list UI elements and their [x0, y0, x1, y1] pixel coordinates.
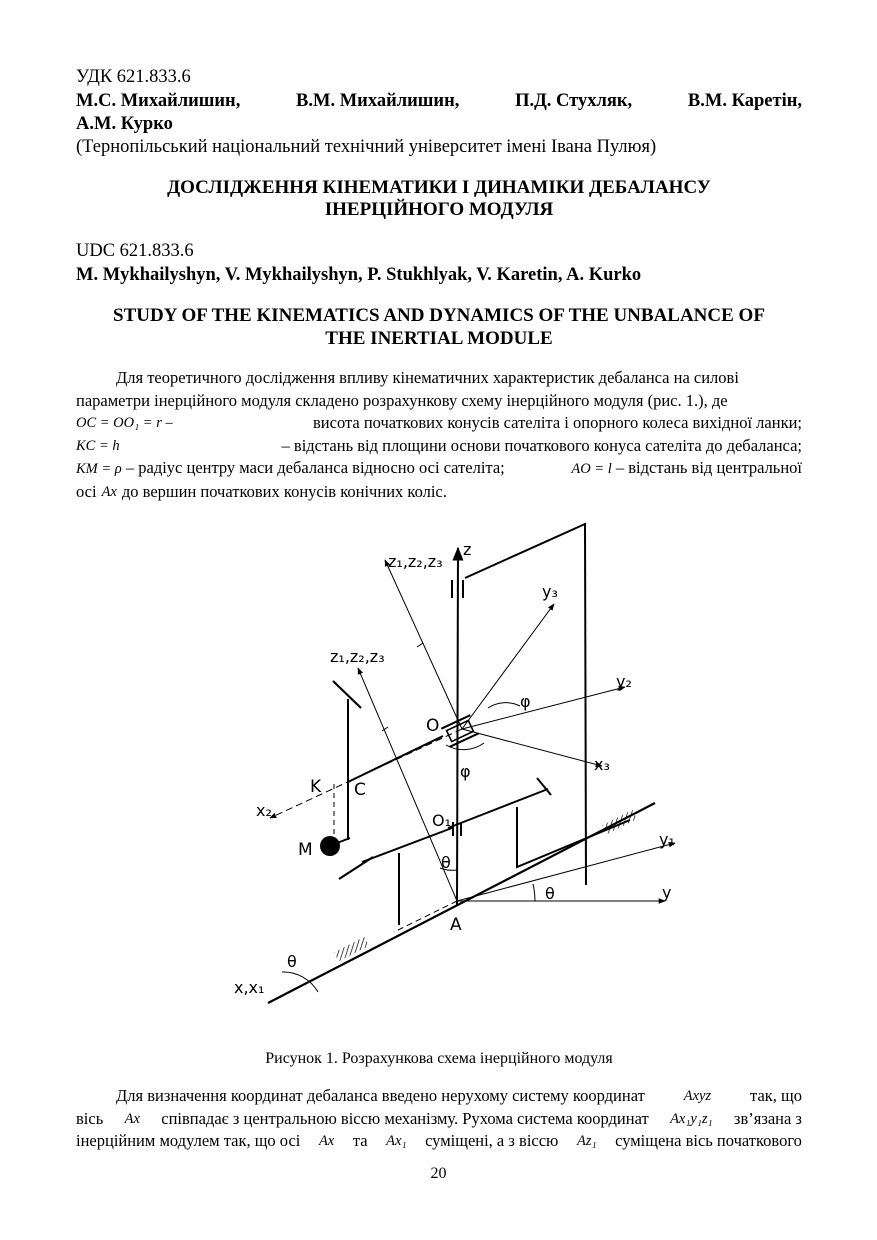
label-o: O — [426, 716, 440, 736]
label-y3: y₃ — [542, 582, 558, 601]
formula-km: KM = ρ — [76, 461, 122, 477]
body-line-3: інерційним модулем так, що осі Ax та Ax₁ суміщені, а з віссю Az₁ суміщена вісь початкового — [76, 1130, 802, 1153]
label-m: M — [298, 840, 313, 860]
formula-ax: Ax — [101, 483, 117, 500]
title-uk-line1: ДОСЛІДЖЕННЯ КІНЕМАТИКИ І ДИНАМІКИ ДЕБАЛАНСУ — [167, 177, 711, 198]
o-bearing — [441, 715, 478, 747]
y1-axis — [457, 843, 675, 901]
authors-en: M. Mykhailyshyn, V. Mykhailyshyn, P. Stukhlyak, V. Karetin, A. Kurko — [76, 265, 642, 285]
support-hatch-right — [602, 810, 637, 834]
formula-axyz: Axyz — [683, 1088, 712, 1104]
figure-caption: Рисунок 1. Розрахункова схема інерційного модуля — [265, 1050, 613, 1067]
output-link — [517, 807, 630, 867]
author-2: В.М. Михайлишин, — [296, 91, 460, 111]
label-z123-top: z₁,z₂,z₃ — [388, 552, 443, 571]
theta-arc-right — [533, 884, 535, 901]
intro-line-1: Для теоретичного дослідження впливу кінематичних характеристик дебаланса на силові — [116, 368, 739, 387]
label-theta-left: θ — [287, 952, 297, 971]
y3-axis — [462, 604, 554, 729]
label-theta-mid: θ — [441, 853, 451, 872]
label-x-x1: x,x₁ — [234, 978, 265, 997]
formula-ax1y1z1: Ax₁y₁z₁ — [670, 1110, 713, 1127]
label-x3: x₃ — [594, 755, 610, 774]
body-line-2: вісь Ax співпадає з центральною віссю механізму. Рухома система координат Ax₁y₁z₁ зв’язана з — [76, 1108, 802, 1131]
author-4: В.М. Каретін, — [687, 91, 802, 111]
intro-line-3: OC = OO₁ = r – висота початкових конусів сателіта і опорного колеса вихідної ланки; — [76, 412, 802, 435]
a-dashed — [394, 901, 457, 932]
label-phi-mid: φ — [460, 762, 471, 781]
body-line-1: Для визначення координат дебаланса введено нерухому систему координат Axyz так, що — [76, 1085, 802, 1108]
authors-uk-line2: А.М. Курко — [76, 114, 173, 134]
label-c: C — [354, 780, 366, 800]
formula-kc: KC = h — [76, 437, 120, 454]
x3-axis — [462, 729, 602, 766]
formula-ao: AO = l — [571, 461, 612, 477]
page-number: 20 — [430, 1165, 447, 1182]
label-x2: x₂ — [256, 801, 272, 820]
frame-upper-arm — [348, 736, 443, 782]
label-y2: y₂ — [616, 672, 632, 691]
theta-arc-left — [282, 972, 318, 992]
label-z123-left: z₁,z₂,z₃ — [330, 647, 385, 666]
label-k: K — [310, 777, 322, 797]
title-en-line2: THE INERTIAL MODULE — [325, 328, 553, 349]
title-en-line1: STUDY OF THE KINEMATICS AND DYNAMICS OF THE UNBALANCE OF — [113, 305, 765, 326]
udc-en: UDC 621.833.6 — [76, 241, 194, 261]
unbalance-mass — [320, 836, 340, 856]
body-paragraph — [76, 1085, 802, 1153]
support-hatch-left — [334, 937, 369, 961]
title-uk-line2: ІНЕРЦІЙНОГО МОДУЛЯ — [324, 199, 554, 220]
author-3: П.Д. Стухляк, — [515, 91, 633, 111]
intro-line-6: осі Ax до вершин початкових конусів конічних коліс. — [76, 481, 802, 504]
udc-uk: УДК 621.833.6 — [76, 67, 191, 87]
lower-crank-right — [448, 789, 548, 828]
bearing-lower-left — [339, 857, 373, 879]
intro-line-2: параметри інерційного модуля складено розрахункову схему інерційного модуля (рис. 1.), де — [76, 390, 728, 410]
author-1: М.С. Михайлишин, — [76, 91, 241, 111]
label-theta-right: θ — [545, 884, 555, 903]
label-z: z — [463, 540, 472, 559]
y2-axis — [462, 687, 625, 729]
phi-arc-top — [488, 703, 520, 708]
formula-oc: OC = OO₁ = r – — [76, 415, 173, 431]
formula-ax1: Ax₁ — [386, 1133, 407, 1149]
formula-az1: Az₁ — [576, 1133, 597, 1149]
label-y: y — [662, 883, 672, 902]
affiliation-uk: (Тернопільський національний технічний університет імені Івана Пулюя) — [76, 137, 657, 157]
label-phi-top: φ — [520, 692, 531, 711]
label-a: A — [450, 915, 462, 935]
label-y1: y₁ — [659, 830, 675, 849]
intro-line-5: KM = ρ – радіус центру маси дебаланса відносно осі сателіта; AO = l – відстань від центральної — [76, 458, 802, 477]
z123-top-axis — [385, 560, 462, 729]
label-o1: O₁ — [432, 811, 452, 830]
formula-ax-3: Ax — [318, 1133, 335, 1149]
formula-ax-2: Ax — [124, 1110, 140, 1127]
intro-line-4: KC = h – відстань від площини основи початкового конуса сателіта до дебаланса; — [76, 435, 802, 458]
